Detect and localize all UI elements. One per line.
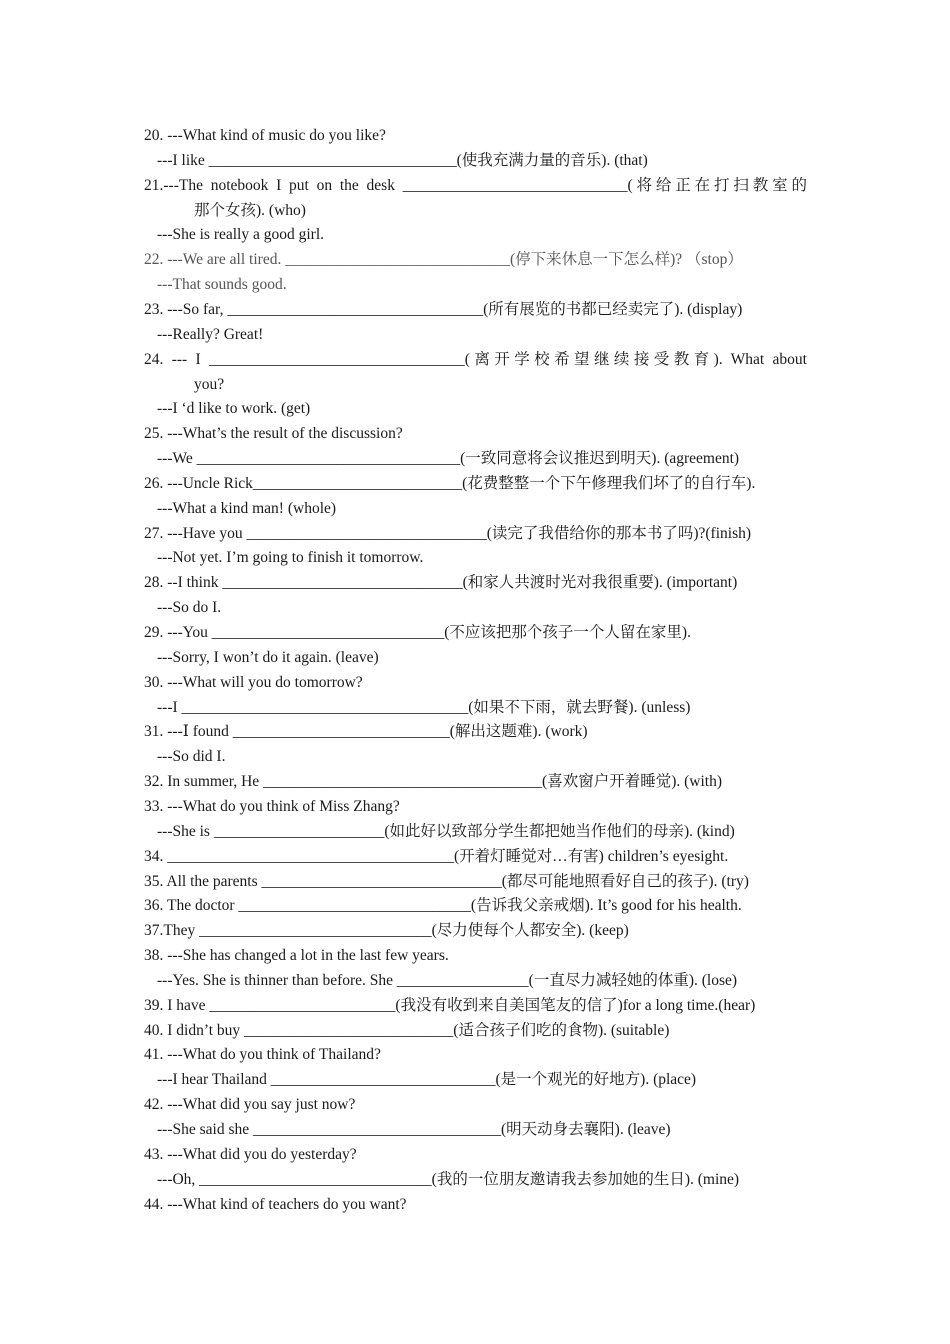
answer-line: ---She is really a good girl.: [157, 226, 325, 244]
answer-line: ---I like ________________________________(使我充满力量的音乐). (that): [157, 151, 648, 169]
question-line: 26. ---Uncle Rick___________________________(花费整整一个下午修理我们坏了的自行车).: [144, 474, 756, 492]
question-line: 36. The doctor ______________________________(告诉我父亲戒烟). It’s good for his health.: [144, 897, 742, 915]
answer-line: ---Not yet. I’m going to finish it tomorrow.: [157, 549, 424, 567]
question-line: 30. ---What will you do tomorrow?: [144, 673, 363, 691]
answer-line: ---I _____________________________________(如果不下雨，就去野餐). (unless): [157, 698, 691, 716]
question-line: 42. ---What did you say just now?: [144, 1096, 356, 1114]
continuation-line: 那个女孩). (who): [194, 201, 306, 219]
question-line: 43. ---What did you do yesterday?: [144, 1145, 357, 1163]
question-line: 28. --I think _______________________________(和家人共渡时光对我很重要). (important): [144, 574, 738, 592]
answer-line: ---That sounds good.: [157, 276, 287, 294]
question-line: 24. --- I _________________________________(离开学校希望继续接受教育). What about: [144, 350, 807, 368]
question-line: 21.---The notebook I put on the desk _____________________________(将给正在打扫教室的: [144, 176, 807, 194]
question-line: 20. ---What kind of music do you like?: [144, 127, 386, 144]
question-line: 44. ---What kind of teachers do you want?: [144, 1195, 407, 1213]
answer-line: ---So do I.: [157, 599, 222, 617]
answer-line: ---We __________________________________(一致同意将会议推迟到明天). (agreement): [157, 450, 740, 468]
answer-line: ---What a kind man! (whole): [157, 499, 337, 517]
continuation-line: you?: [194, 375, 225, 393]
question-line: 25. ---What’s the result of the discussion?: [144, 425, 403, 443]
question-line: 38. ---She has changed a lot in the last few years.: [144, 947, 449, 965]
question-line: 39. I have ________________________(我没有收到来自美国笔友的信了)for a long time.(hear): [144, 996, 756, 1014]
question-line: 40. I didn’t buy ___________________________(适合孩子们吃的食物). (suitable): [144, 1021, 670, 1039]
question-line: 31. ---Ⅰ found ____________________________(解出这题难). (work): [144, 723, 588, 741]
question-line: 27. ---Have you _______________________________(读完了我借给你的那本书了吗)?(finish): [144, 524, 752, 542]
question-line: 32. In summer, He ____________________________________(喜欢窗户开着睡觉). (with): [144, 773, 723, 791]
question-line: 41. ---What do you think of Thailand?: [144, 1046, 381, 1064]
answer-line: ---She said she ________________________________(明天动身去襄阳). (leave): [157, 1121, 671, 1138]
question-line: 37.They ______________________________(尽力使每个人都安全). (keep): [144, 922, 629, 940]
question-line: 29. ---You ______________________________(不应该把那个孩子一个人留在家里).: [144, 624, 691, 641]
answer-line: ---Yes. She is thinner than before. She _________________(一直尽力减轻她的体重). (lose): [157, 971, 738, 989]
answer-line: ---She is ______________________(如此好以致部分学生都把她当作他们的母亲). (kind): [157, 822, 735, 840]
answer-line: ---I hear Thailand _____________________________(是一个观光的好地方). (place): [157, 1071, 697, 1089]
answer-line: ---Sorry, I won’t do it again. (leave): [157, 648, 379, 666]
question-line: 34. _____________________________________(开着灯睡觉对…有害) children’s eyesight.: [144, 847, 729, 865]
question-line: 35. All the parents _______________________________(都尽可能地照看好自己的孩子). (try): [144, 872, 749, 890]
answer-line: ---Oh, ______________________________(我的一位朋友邀请我去参加她的生日). (mine): [157, 1170, 740, 1188]
question-line: 33. ---What do you think of Miss Zhang?: [144, 797, 400, 815]
question-line: 23. ---So far, _________________________________(所有展览的书都已经卖完了). (display): [144, 300, 743, 318]
question-line: 22. ---We are all tired. _____________________________(停下来休息一下怎么样)? （stop）: [144, 251, 743, 269]
answer-line: ---I ‘d like to work. (get): [157, 400, 311, 418]
answer-line: ---So did I.: [157, 748, 226, 766]
answer-line: ---Really? Great!: [157, 325, 264, 343]
